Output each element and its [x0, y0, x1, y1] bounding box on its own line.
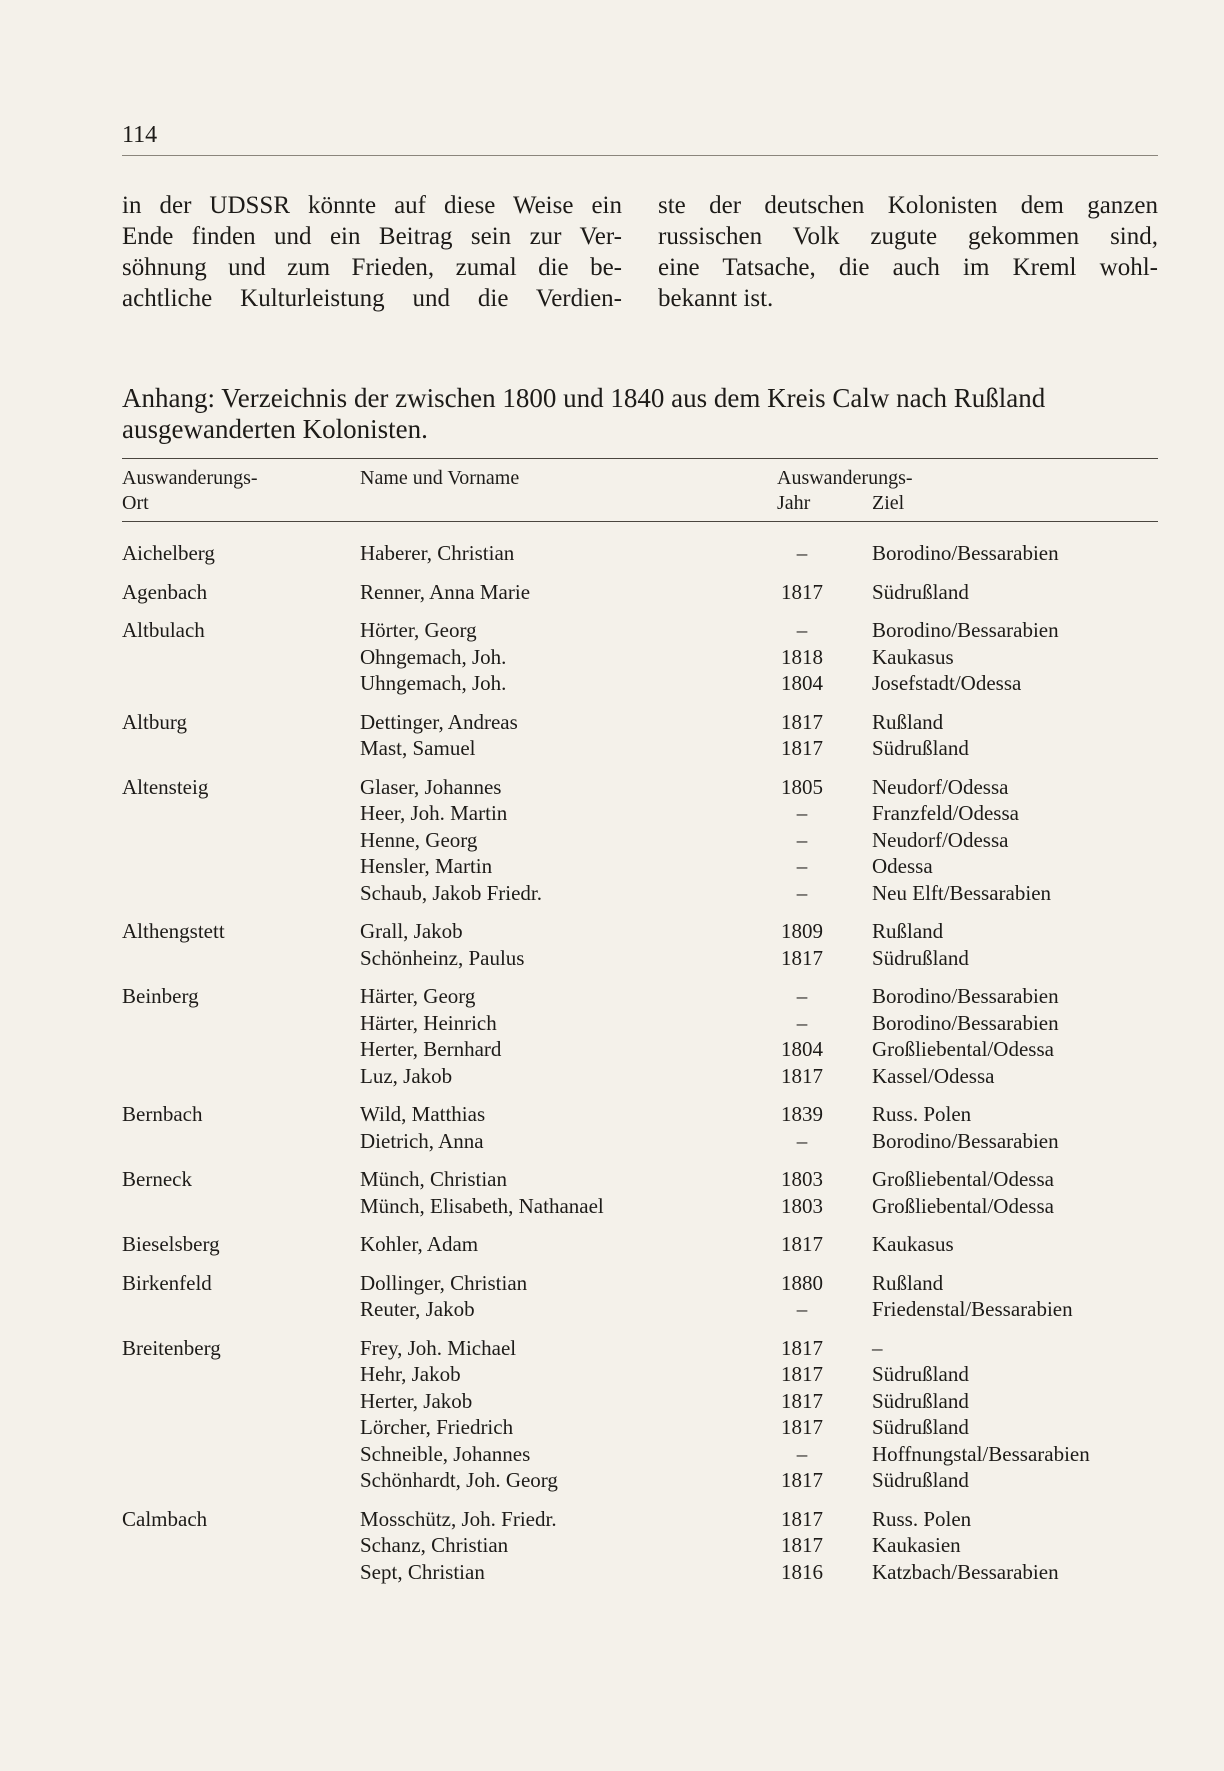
- table-row: [122, 1506, 1158, 1533]
- table-row: [122, 1166, 1158, 1193]
- table-row: [122, 1036, 1158, 1063]
- cell-name: Schneible, Johannes: [360, 1441, 531, 1466]
- page-number: 114: [122, 122, 158, 148]
- cell-jahr: –: [796, 827, 808, 852]
- text-line: ste der deutschen Kolonisten dem ganzen: [658, 192, 1158, 219]
- cell-ziel: Großliebental/Odessa: [872, 1037, 1054, 1061]
- cell-ort: Aichelberg: [122, 541, 215, 565]
- cell-ziel: Südrußland: [872, 1415, 969, 1439]
- cell-ziel: –: [872, 1335, 883, 1360]
- cell-jahr: 1817: [781, 1063, 823, 1088]
- cell-ort: Breitenberg: [122, 1335, 221, 1360]
- table-group: [122, 1166, 1158, 1219]
- cell-jahr: 1817: [781, 579, 823, 604]
- header-ort-line2: Ort: [122, 492, 149, 514]
- table-row: [122, 540, 1158, 567]
- cell-name: Herter, Bernhard: [360, 1037, 502, 1061]
- cell-ort: Birkenfeld: [122, 1270, 212, 1295]
- cell-jahr: 1817: [781, 945, 823, 970]
- table-row: [122, 918, 1158, 945]
- table-row: [122, 1128, 1158, 1155]
- table-row: [122, 1388, 1158, 1415]
- table-row: [122, 1532, 1158, 1559]
- intro-text: [122, 190, 1158, 314]
- cell-ort: Beinberg: [122, 984, 199, 1008]
- header-ort-line1: Auswanderungs-: [122, 467, 258, 489]
- table-group: [122, 1506, 1158, 1586]
- cell-jahr: 1817: [781, 736, 823, 760]
- cell-ziel: Kaukasien: [872, 1533, 961, 1557]
- cell-jahr: 1809: [781, 919, 823, 943]
- cell-ziel: Kaukasus: [872, 1232, 954, 1256]
- table-row: [122, 827, 1158, 854]
- cell-jahr: –: [796, 854, 808, 878]
- cell-jahr: 1817: [781, 1388, 823, 1413]
- cell-jahr: 1816: [781, 1559, 823, 1584]
- cell-jahr: 1818: [781, 644, 823, 669]
- cell-jahr: 1804: [781, 1037, 823, 1061]
- cell-jahr: 1817: [781, 1468, 823, 1492]
- cell-ziel: Südrußland: [872, 1468, 969, 1492]
- cell-ziel: Kaukasus: [872, 644, 954, 669]
- text-line: söhnung und zum Frieden, zumal die be-: [122, 254, 622, 281]
- cell-name: Münch, Elisabeth, Nathanael: [360, 1193, 604, 1218]
- cell-ziel: Rußland: [872, 1270, 944, 1295]
- cell-name: Schanz, Christian: [360, 1533, 509, 1557]
- header-name: Name und Vorname: [360, 467, 520, 489]
- cell-ziel: Großliebental/Odessa: [872, 1167, 1054, 1191]
- cell-name: Heer, Joh. Martin: [360, 801, 508, 825]
- cell-ziel: Borodino/Bessarabien: [872, 541, 1059, 565]
- cell-ort: Bernbach: [122, 1102, 203, 1126]
- cell-ziel: Neu Elft/Bessarabien: [872, 880, 1052, 905]
- table-group: [122, 918, 1158, 971]
- cell-ziel: Südrußland: [872, 736, 969, 760]
- table-row: [122, 1063, 1158, 1090]
- cell-name: Luz, Jakob: [360, 1063, 453, 1088]
- table-group: [122, 617, 1158, 697]
- table-row: [122, 1361, 1158, 1388]
- text-line: eine Tatsache, die auch im Kreml wohl-: [658, 254, 1158, 281]
- table-row: [122, 1231, 1158, 1258]
- cell-ort: Altensteig: [122, 774, 209, 799]
- cell-jahr: –: [796, 1441, 808, 1466]
- cell-jahr: 1817: [781, 1506, 823, 1531]
- cell-ort: Calmbach: [122, 1506, 208, 1531]
- cell-name: Härter, Heinrich: [360, 1010, 497, 1035]
- cell-name: Lörcher, Friedrich: [360, 1415, 514, 1439]
- cell-name: Grall, Jakob: [360, 919, 463, 943]
- cell-jahr: 1880: [781, 1270, 823, 1295]
- table-row: [122, 774, 1158, 801]
- cell-ziel: Odessa: [872, 854, 933, 878]
- table-top-rule: [122, 458, 1158, 459]
- cell-name: Hörter, Georg: [360, 618, 477, 642]
- cell-jahr: 1803: [781, 1193, 823, 1218]
- table-row: [122, 800, 1158, 827]
- cell-ziel: Hoffnungstal/Bessarabien: [872, 1441, 1090, 1466]
- appendix-title: Anhang: Verzeichnis der zwischen 1800 und 1840 aus dem Kreis Calw nach Rußland ausgewanderten Kolonisten.: [122, 383, 1046, 444]
- intro-right-column: [658, 190, 1158, 314]
- cell-ziel: Neudorf/Odessa: [872, 827, 1009, 852]
- table-row: [122, 1335, 1158, 1362]
- cell-name: Schaub, Jakob Friedr.: [360, 880, 542, 905]
- table-group: [122, 774, 1158, 907]
- cell-ziel: Rußland: [872, 709, 944, 734]
- cell-ziel: Josefstadt/Odessa: [872, 671, 1022, 695]
- cell-jahr: –: [796, 880, 808, 905]
- cell-ort: Altburg: [122, 709, 187, 734]
- cell-jahr: 1817: [781, 1335, 823, 1360]
- table-group: [122, 540, 1158, 567]
- cell-jahr: 1817: [781, 1362, 823, 1386]
- cell-ziel: Südrußland: [872, 579, 969, 604]
- cell-jahr: 1817: [781, 1415, 823, 1439]
- table-group: [122, 1231, 1158, 1258]
- cell-jahr: 1805: [781, 774, 823, 799]
- cell-name: Henne, Georg: [360, 827, 478, 852]
- table-row: [122, 644, 1158, 671]
- cell-ziel: Südrußland: [872, 1388, 969, 1413]
- table-row: [122, 709, 1158, 736]
- cell-ziel: Borodino/Bessarabien: [872, 984, 1059, 1008]
- cell-ort: Altbulach: [122, 618, 205, 642]
- table-row: [122, 1467, 1158, 1494]
- cell-name: Frey, Joh. Michael: [360, 1335, 517, 1360]
- cell-name: Hensler, Martin: [360, 854, 493, 878]
- cell-ort: Bieselsberg: [122, 1232, 220, 1256]
- header-auswanderung-label: Auswanderungs-: [777, 467, 913, 489]
- text-line: Ende finden und ein Beitrag sein zur Ver-: [122, 223, 622, 250]
- cell-jahr: –: [796, 1128, 808, 1153]
- header-jahr: Jahr: [777, 492, 811, 514]
- table-group: [122, 1101, 1158, 1154]
- table-header: [122, 466, 1158, 522]
- cell-jahr: 1817: [781, 709, 823, 734]
- table-row: [122, 1193, 1158, 1220]
- cell-jahr: –: [796, 618, 808, 642]
- table-row: [122, 670, 1158, 697]
- cell-name: Schönheinz, Paulus: [360, 945, 525, 970]
- cell-name: Härter, Georg: [360, 984, 476, 1008]
- table-row: [122, 983, 1158, 1010]
- cell-jahr: 1817: [781, 1533, 823, 1557]
- table-header-rule: [122, 521, 1158, 522]
- cell-name: Uhngemach, Joh.: [360, 671, 507, 695]
- cell-name: Wild, Matthias: [360, 1102, 486, 1126]
- text-line: russischen Volk zugute gekommen sind,: [658, 223, 1158, 250]
- table-group: [122, 1270, 1158, 1323]
- table-row: [122, 1414, 1158, 1441]
- cell-name: Hehr, Jakob: [360, 1362, 461, 1386]
- cell-name: Reuter, Jakob: [360, 1297, 475, 1321]
- table-row: [122, 1559, 1158, 1586]
- cell-ziel: Borodino/Bessarabien: [872, 618, 1059, 642]
- cell-ziel: Neudorf/Odessa: [872, 774, 1009, 799]
- cell-ziel: Großliebental/Odessa: [872, 1193, 1054, 1218]
- cell-name: Münch, Christian: [360, 1167, 507, 1191]
- cell-name: Dietrich, Anna: [360, 1128, 484, 1153]
- cell-name: Herter, Jakob: [360, 1388, 473, 1413]
- table-row: [122, 945, 1158, 972]
- cell-name: Haberer, Christian: [360, 541, 515, 565]
- table-row: [122, 1441, 1158, 1468]
- cell-ort: Agenbach: [122, 579, 208, 604]
- table-group: [122, 579, 1158, 606]
- cell-ziel: Kassel/Odessa: [872, 1063, 995, 1088]
- cell-name: Mast, Samuel: [360, 736, 476, 760]
- header-rule: [122, 155, 1158, 156]
- table-row: [122, 853, 1158, 880]
- header-ziel: Ziel: [872, 492, 905, 514]
- table-row: [122, 1296, 1158, 1323]
- table-group: [122, 709, 1158, 762]
- cell-name: Sept, Christian: [360, 1559, 485, 1584]
- cell-jahr: –: [796, 1010, 808, 1035]
- table-row: [122, 1101, 1158, 1128]
- cell-jahr: –: [796, 984, 808, 1008]
- cell-jahr: 1803: [781, 1167, 823, 1191]
- cell-ziel: Borodino/Bessarabien: [872, 1128, 1059, 1153]
- cell-ziel: Südrußland: [872, 945, 969, 970]
- text-line: in der UDSSR könnte auf diese Weise ein: [122, 192, 622, 219]
- cell-ziel: Katzbach/Bessarabien: [872, 1559, 1059, 1584]
- cell-jahr: –: [796, 801, 808, 825]
- cell-ziel: Russ. Polen: [872, 1506, 972, 1531]
- cell-name: Dollinger, Christian: [360, 1270, 528, 1295]
- cell-jahr: 1817: [781, 1232, 823, 1256]
- cell-name: Renner, Anna Marie: [360, 579, 531, 604]
- cell-jahr: 1839: [781, 1102, 823, 1126]
- table-row: [122, 579, 1158, 606]
- cell-name: Schönhardt, Joh. Georg: [360, 1468, 558, 1492]
- table-row: [122, 735, 1158, 762]
- table-group: [122, 983, 1158, 1089]
- cell-name: Mosschütz, Joh. Friedr.: [360, 1506, 557, 1531]
- cell-ort: Berneck: [122, 1167, 192, 1191]
- cell-ort: Althengstett: [122, 919, 225, 943]
- header-ort: [122, 466, 258, 516]
- cell-ziel: Franzfeld/Odessa: [872, 801, 1019, 825]
- cell-name: Kohler, Adam: [360, 1232, 479, 1256]
- cell-jahr: –: [796, 1297, 808, 1321]
- intro-left-column: [122, 190, 622, 314]
- table-row: [122, 1010, 1158, 1037]
- cell-ziel: Friedenstal/Bessarabien: [872, 1297, 1073, 1321]
- text-line: achtliche Kulturleistung und die Verdien-: [122, 285, 622, 312]
- cell-name: Ohngemach, Joh.: [360, 644, 507, 669]
- cell-jahr: 1804: [781, 671, 823, 695]
- cell-ziel: Russ. Polen: [872, 1102, 972, 1126]
- cell-ziel: Borodino/Bessarabien: [872, 1010, 1059, 1035]
- header-auswanderung: [777, 466, 913, 516]
- cell-name: Glaser, Johannes: [360, 774, 502, 799]
- table-group: [122, 1335, 1158, 1494]
- cell-name: Dettinger, Andreas: [360, 709, 518, 734]
- table-row: [122, 880, 1158, 907]
- cell-jahr: –: [796, 541, 808, 565]
- table-body: [122, 540, 1158, 1597]
- table-row: [122, 617, 1158, 644]
- cell-ziel: Südrußland: [872, 1362, 969, 1386]
- cell-ziel: Rußland: [872, 919, 944, 943]
- table-row: [122, 1270, 1158, 1297]
- text-line: bekannt ist.: [658, 285, 774, 312]
